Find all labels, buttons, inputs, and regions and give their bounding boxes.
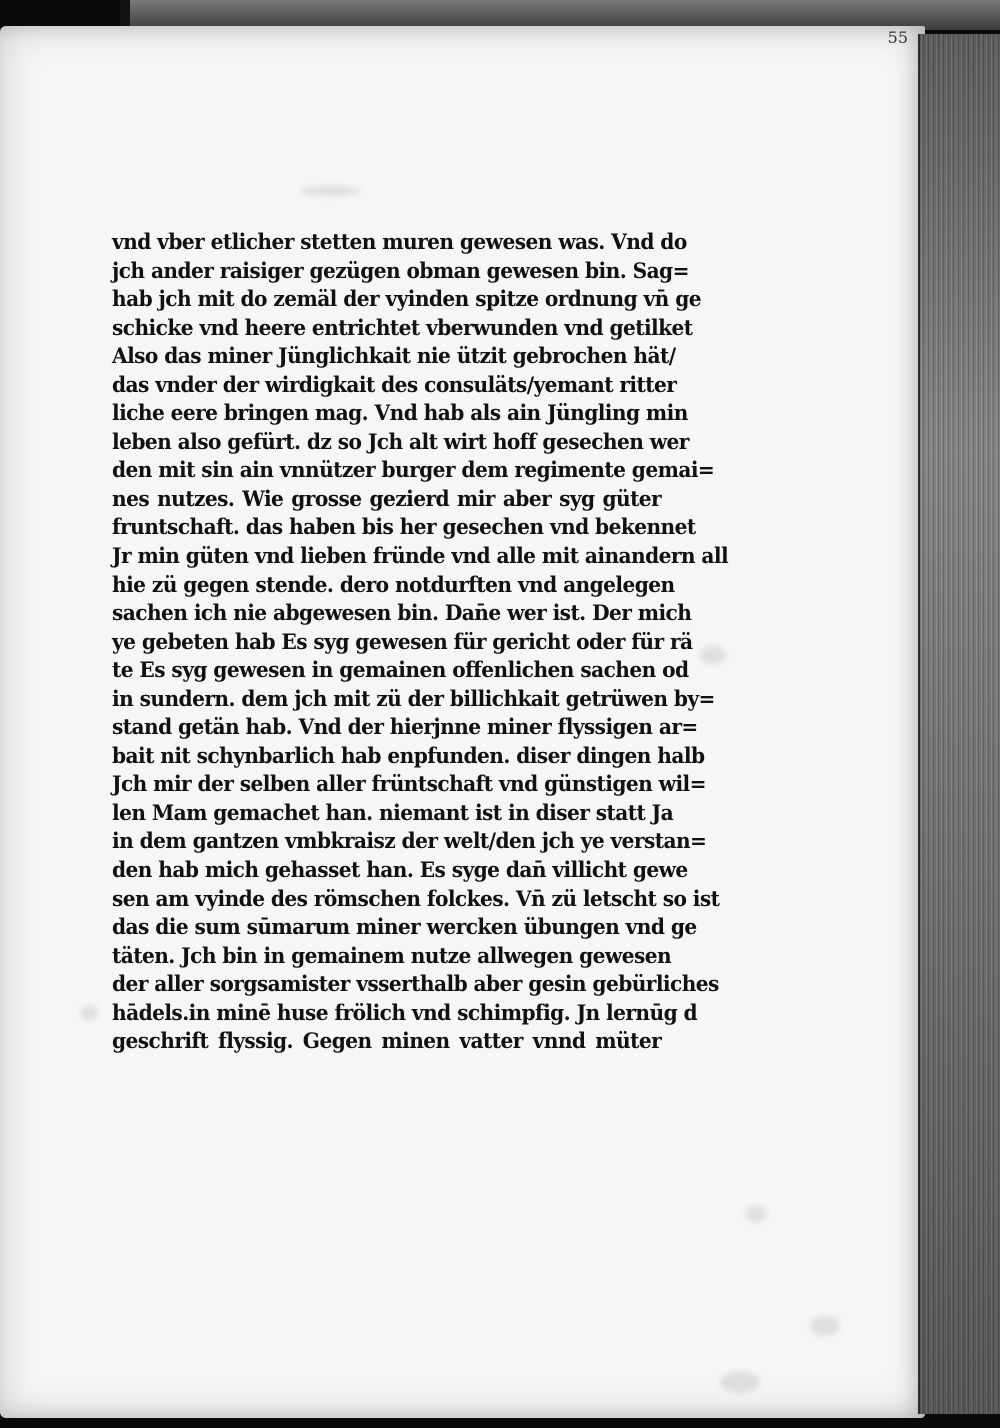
text-line: hādels.in minē huse frölich vnd schimpfig. Jn lernūg d: [112, 999, 698, 1025]
text-line: stand getän hab. Vnd der hierjnne miner flyssigen ar=: [112, 714, 698, 740]
page-edges: [918, 34, 1000, 1414]
foxing-spot: [745, 1206, 767, 1222]
text-line: in sundern. dem jch mit zü der billichkait getrüwen by=: [112, 685, 715, 711]
text-line: fruntschaft. das haben bis her gesechen vnd bekennet: [112, 514, 696, 540]
text-line: hie zü gegen stende. dero notdurften vnd angelegen: [112, 571, 675, 597]
text-line: sen am vyinde des römschen folckes. Vn̄ zü letscht so ist: [112, 885, 720, 911]
text-line: len Mam gemachet han. niemant ist in diser statt Ja: [112, 799, 674, 825]
text-line: liche eere bringen mag. Vnd hab als ain Jüngling min: [112, 400, 688, 426]
text-line: vnd vber etlicher stetten muren gewesen was. Vnd do: [112, 229, 687, 254]
text-line: bait nit schynbarlich hab enpfunden. diser dingen halb: [112, 742, 705, 768]
text-block: [112, 228, 729, 1056]
text-line: das die sum sūmarum miner wercken übungen vnd ge: [112, 914, 697, 940]
folio-number: 55: [887, 28, 908, 47]
foxing-spot: [810, 1316, 840, 1336]
text-line: den mit sin ain vnnützer burger dem regimente gemai=: [112, 457, 715, 483]
text-line: te Es syg gewesen in gemainen offenlichen sachen od: [112, 657, 689, 683]
text-line: in dem gantzen vmbkraisz der welt/den jch ye verstan=: [112, 828, 707, 854]
text-line: Jch mir der selben aller früntschaft vnd günstigen wil=: [112, 771, 706, 797]
text-line: der aller sorgsamister vsserthalb aber gesin gebürliches: [112, 971, 719, 997]
text-line: sachen ich nie abgewesen bin. Dan̄e wer ist. Der mich: [112, 600, 692, 626]
text-line: jch ander raisiger gezügen obman gewesen bin. Sag=: [112, 257, 689, 283]
foxing-spot: [300, 186, 360, 196]
text-line: Jr min güten vnd lieben fründe vnd alle mit ainandern all: [112, 543, 729, 569]
text-line: schicke vnd heere entrichtet vberwunden vnd getilket: [112, 314, 693, 340]
text-line: Also das miner Jünglichkait nie ützit gebrochen hät/: [112, 343, 676, 369]
text-line: leben also gefürt. dz so Jch alt wirt hoff gesechen wer: [112, 428, 689, 454]
foxing-spot: [700, 646, 726, 664]
text-line: nes nutzes. Wie grosse gezierd mir aber syg güter: [112, 485, 662, 511]
text-line: täten. Jch bin in gemainem nutze allwegen gewesen: [112, 942, 672, 968]
text-line: den hab mich gehasset han. Es syge dan̄ villicht gewe: [112, 857, 688, 883]
text-line: ye gebeten hab Es syg gewesen für gericht oder für rä: [112, 628, 693, 654]
foxing-spot: [80, 1006, 98, 1020]
text-line: das vnder der wirdigkait des consuläts/yemant ritter: [112, 371, 677, 397]
foxing-spot: [720, 1371, 760, 1393]
text-line: geschrift flyssig. Gegen minen vatter vnnd müter: [112, 1028, 662, 1054]
text-line: hab jch mit do zemäl der vyinden spitze ordnung vn̄ ge: [112, 286, 701, 312]
